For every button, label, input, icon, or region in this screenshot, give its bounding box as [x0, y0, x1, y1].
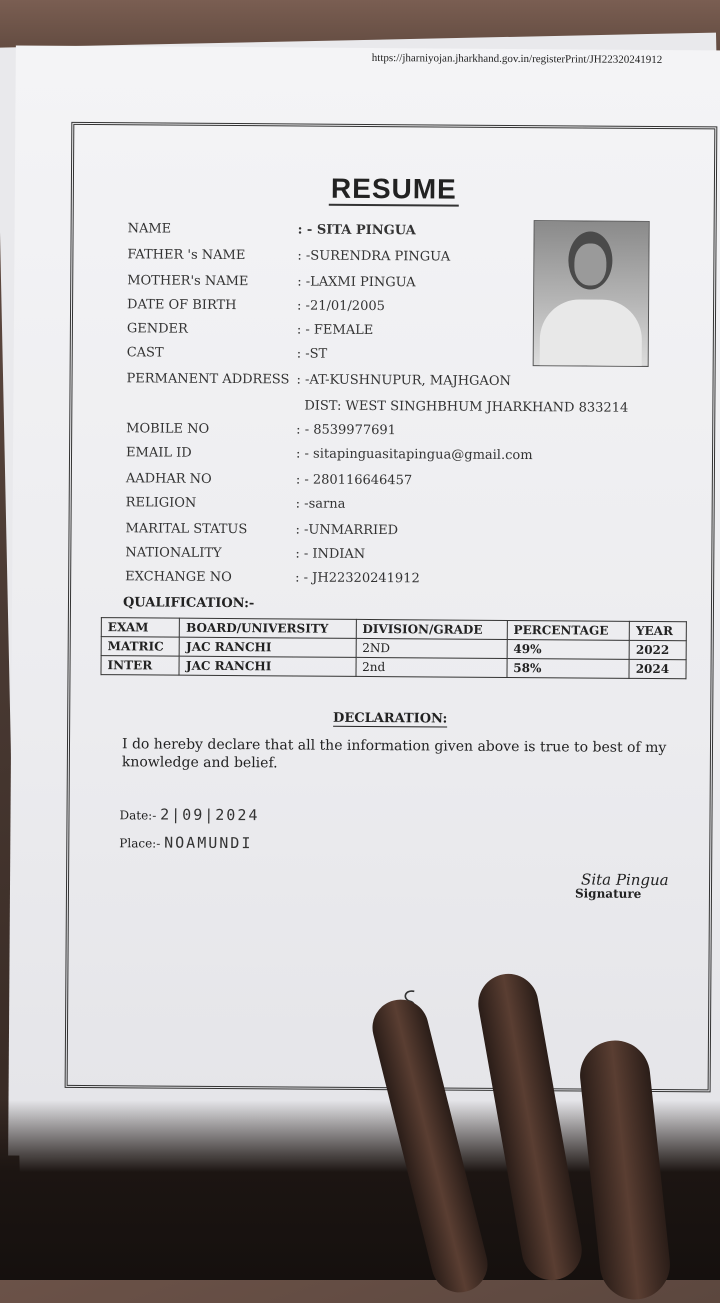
declaration-heading — [70, 709, 710, 728]
field-label: MOBILE NO — [126, 421, 210, 437]
field-value: : -UNMARRIED — [295, 522, 399, 539]
table-header-cell: DIVISION/GRADE — [356, 619, 507, 639]
table-cell: 2024 — [629, 659, 686, 678]
field-label: MARITAL STATUS — [125, 521, 248, 538]
profile-photo — [533, 220, 650, 367]
field-value: : - SITA PINGUA — [297, 222, 416, 239]
table-cell: 2022 — [629, 640, 686, 659]
place-line — [119, 833, 252, 852]
place-value: NOAMUNDI — [164, 833, 253, 853]
table-row — [101, 656, 686, 679]
title-text: RESUME — [329, 173, 459, 207]
table-cell: 2nd — [356, 657, 507, 677]
table-cell: INTER — [101, 656, 180, 676]
table-cell: JAC RANCHI — [179, 656, 355, 676]
field-value: : - 280116646457 — [295, 472, 413, 489]
qualification-table — [100, 617, 686, 679]
finger-left — [367, 994, 494, 1299]
field-label: RELIGION — [125, 495, 197, 511]
table-header-cell: PERCENTAGE — [507, 620, 630, 640]
date-line — [119, 805, 259, 824]
signature-handwriting: Sita Pingua — [581, 870, 669, 890]
qualification-heading: QUALIFICATION:- — [122, 595, 255, 612]
field-value: : - sitapinguasitapingua@gmail.com — [295, 446, 533, 464]
table-cell: 49% — [507, 639, 630, 659]
field-value: : -AT-KUSHNUPUR, MAJHGAON — [296, 372, 511, 389]
photo-shoulders — [540, 299, 643, 367]
page-title — [74, 171, 714, 207]
finger-edge — [577, 1037, 674, 1303]
field-value: : - JH22320241912 — [295, 570, 420, 587]
declaration-text: I do hereby declare that all the information given above is true to best of my knowledge and belief. — [121, 736, 667, 772]
hand-in-photo — [380, 960, 720, 1280]
field-label: MOTHER's NAME — [127, 273, 249, 290]
photo-face — [574, 243, 606, 285]
table-cell: 2ND — [356, 638, 507, 658]
finger-right — [474, 969, 587, 1285]
date-label: Date:- — [119, 808, 157, 823]
field-value: : - INDIAN — [295, 546, 366, 562]
field-label: EMAIL ID — [125, 445, 192, 461]
field-label: NATIONALITY — [125, 545, 222, 561]
table-cell: JAC RANCHI — [179, 637, 355, 657]
field-label: AADHAR NO — [125, 471, 212, 487]
field-value: : -ST — [296, 346, 328, 362]
field-value: : - 8539977691 — [296, 422, 397, 439]
field-label: GENDER — [126, 321, 188, 337]
field-label: NAME — [127, 221, 172, 237]
field-value: DIST: WEST SINGHBHUM JHARKHAND 833214 — [304, 398, 629, 416]
page-url: https://jharniyojan.jharkhand.gov.in/registerPrint/JH22320241912 — [371, 51, 663, 67]
field-value: : -SURENDRA PINGUA — [297, 248, 451, 265]
place-label: Place:- — [119, 836, 161, 851]
field-value: : -sarna — [295, 496, 346, 512]
table-cell: MATRIC — [101, 637, 180, 657]
table-header-cell: EXAM — [101, 618, 180, 638]
field-value: : -LAXMI PINGUA — [297, 274, 416, 291]
field-label: CAST — [126, 345, 164, 361]
field-value: : - FEMALE — [296, 322, 374, 339]
field-label: PERMANENT ADDRESS — [126, 371, 290, 388]
date-value: 2|09|2024 — [160, 805, 260, 825]
field-label: FATHER 's NAME — [127, 247, 246, 264]
field-label: EXCHANGE NO — [125, 569, 232, 586]
table-cell: 58% — [507, 658, 630, 678]
signature-label: Signature — [574, 886, 642, 901]
table-header-cell: BOARD/UNIVERSITY — [180, 618, 356, 638]
table-header-cell: YEAR — [629, 621, 686, 640]
declaration-heading-text: DECLARATION: — [333, 710, 448, 727]
field-value: : -21/01/2005 — [297, 298, 385, 315]
resume-frame — [65, 122, 718, 1092]
field-label: DATE OF BIRTH — [127, 297, 237, 314]
